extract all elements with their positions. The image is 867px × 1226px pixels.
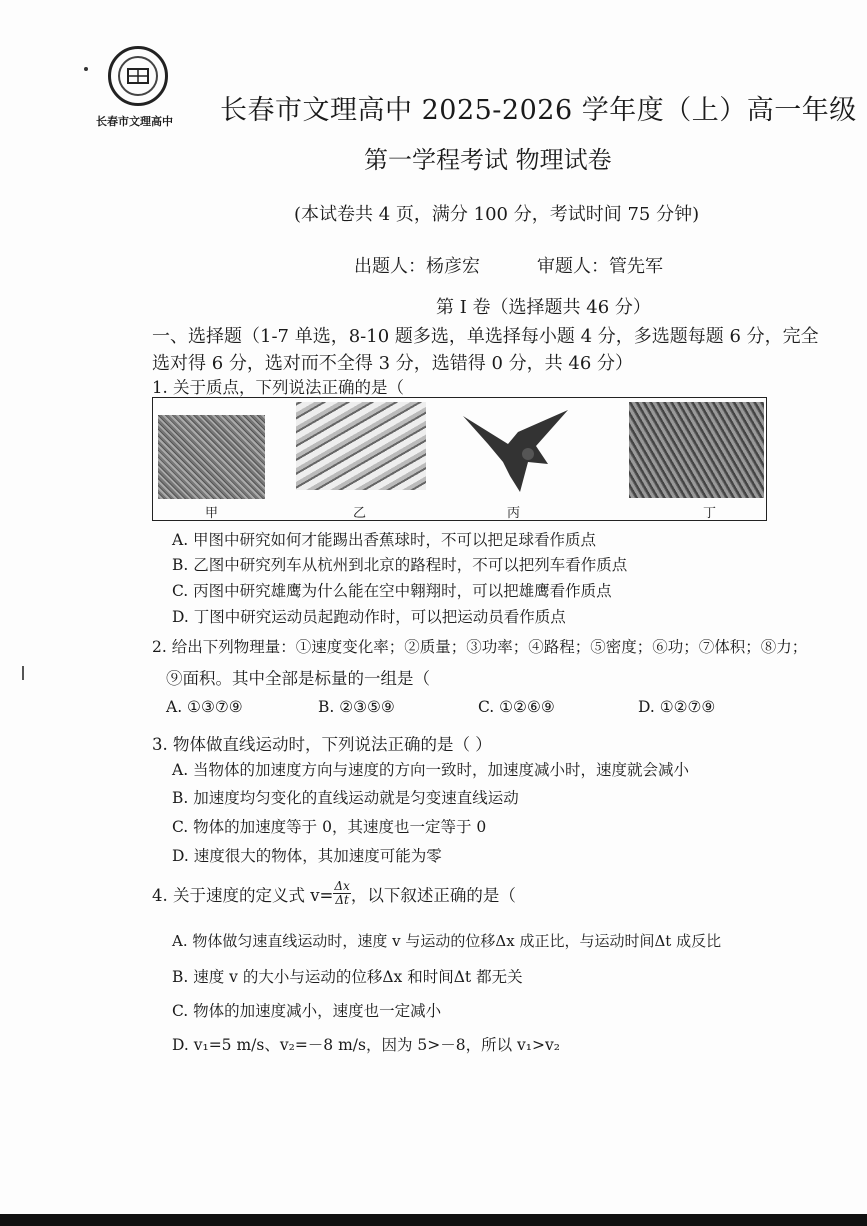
figure-label-yi: 乙 — [353, 506, 367, 521]
question-3-stem: 3. 物体做直线运动时，下列说法正确的是（ ） — [152, 735, 492, 754]
question-3-option-b: B. 加速度均匀变化的直线运动就是匀变速直线运动 — [172, 789, 519, 807]
question-4-option-c: C. 物体的加速度减小，速度也一定减小 — [172, 1002, 442, 1020]
fraction-numerator: Δx — [334, 879, 350, 893]
question-2-option-b: B. ②③⑤⑨ — [318, 698, 395, 716]
fraction-denominator: Δt — [335, 893, 349, 907]
section-title: 第 Ⅰ 卷（选择题共 46 分） — [436, 297, 651, 318]
exam-info: (本试卷共 4 页，满分 100 分，考试时间 75 分钟) — [294, 204, 700, 225]
school-logo-text: 长春市文理高中 — [96, 115, 173, 128]
question-1-option-a: A. 甲图中研究如何才能踢出香蕉球时，不可以把足球看作质点 — [172, 531, 597, 549]
exam-setter: 出题人：杨彦宏 — [354, 256, 480, 277]
figure-label-ding: 丁 — [703, 506, 717, 521]
question-3-option-d: D. 速度很大的物体，其加速度可能为零 — [172, 847, 442, 865]
section-instructions-line2: 选对得 6 分，选对而不全得 3 分，选错得 0 分，共 46 分） — [152, 353, 634, 374]
question-2-stem-line2: ⑨面积。其中全部是标量的一组是（ — [166, 669, 430, 688]
school-logo-emblem-icon — [126, 65, 150, 87]
scan-bottom-edge — [0, 1214, 867, 1226]
margin-mark — [22, 666, 24, 680]
question-3-option-a: A. 当物体的加速度方向与速度的方向一致时，加速度减小时，速度就会减小 — [172, 761, 690, 779]
question-4-option-d: D. v₁=5 m/s、v₂=－8 m/s，因为 5>－8，所以 v₁>v₂ — [172, 1036, 560, 1054]
question-2-stem-line1: 2. 给出下列物理量：①速度变化率；②质量；③功率；④路程；⑤密度；⑥功；⑦体积；⑧力； — [152, 638, 808, 656]
question-4-option-b: B. 速度 v 的大小与运动的位移Δx 和时间Δt 都无关 — [172, 968, 523, 986]
question-4-stem-post: ，以下叙述正确的是（ — [350, 885, 516, 905]
stray-mark — [84, 67, 88, 71]
figure-eagle-image — [458, 404, 578, 500]
figure-football-image — [158, 415, 265, 499]
question-1-option-c: C. 丙图中研究雄鹰为什么能在空中翱翔时，可以把雄鹰看作质点 — [172, 582, 612, 600]
exam-subtitle: 第一学程考试 物理试卷 — [364, 146, 612, 174]
question-2-option-c: C. ①②⑥⑨ — [478, 698, 555, 716]
question-4-stem-pre: 4. 关于速度的定义式 v= — [152, 885, 334, 905]
velocity-fraction — [333, 880, 350, 907]
question-2-option-a: A. ①③⑦⑨ — [166, 698, 243, 716]
question-2-option-d: D. ①②⑦⑨ — [638, 698, 716, 716]
question-1-option-d: D. 丁图中研究运动员起跑动作时，可以把运动员看作质点 — [172, 608, 566, 626]
question-4-stem — [152, 880, 516, 907]
question-1-option-b: B. 乙图中研究列车从杭州到北京的路程时，不可以把列车看作质点 — [172, 556, 628, 574]
exam-reviewer: 审题人：管先军 — [537, 256, 663, 277]
question-3-option-c: C. 物体的加速度等于 0，其速度也一定等于 0 — [172, 818, 487, 836]
figure-train-image — [296, 402, 426, 490]
school-logo — [108, 46, 168, 106]
section-instructions-line1: 一、选择题（1-7 单选，8-10 题多选，单选择每小题 4 分，多选题每题 6 分，完全 — [152, 326, 819, 347]
question-1-figure — [152, 397, 767, 521]
figure-label-bing: 丙 — [507, 506, 521, 521]
question-4-option-a: A. 物体做匀速直线运动时，速度 v 与运动的位移Δx 成正比，与运动时间Δt 成反比 — [172, 932, 722, 950]
figure-athlete-image — [629, 402, 764, 498]
question-1-stem: 1. 关于质点，下列说法正确的是（ — [152, 378, 404, 397]
figure-label-jia: 甲 — [205, 506, 219, 521]
exam-title: 长春市文理高中 2025-2026 学年度（上）高一年级 — [220, 95, 857, 126]
